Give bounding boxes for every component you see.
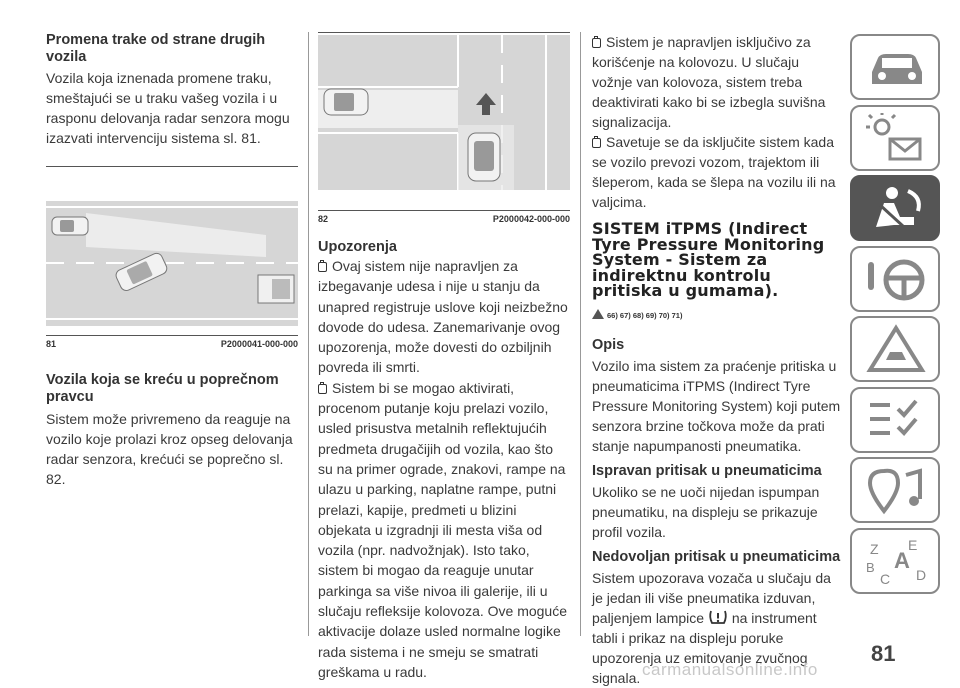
heading-correct-pressure: Ispravan pritisak u pneumaticima: [592, 462, 822, 479]
note-offroad: [592, 32, 842, 132]
figure-81-number: 81: [46, 339, 57, 349]
page-number: 81: [871, 641, 896, 666]
figure-81-caption: [46, 335, 298, 350]
warning-note-1: [318, 256, 570, 378]
lights-icon: [864, 113, 928, 165]
tyre-pressure-warning-icon: [708, 609, 728, 625]
figure-81: [46, 201, 298, 326]
tab-breakdown[interactable]: [850, 316, 940, 382]
tab-driving[interactable]: [850, 246, 940, 312]
steering-wheel-icon: [864, 254, 928, 306]
figure-81-code: P2000041-000-000: [220, 339, 298, 349]
note-icon: [318, 262, 327, 272]
svg-text:Z: Z: [870, 540, 879, 557]
column-2: [318, 0, 570, 682]
figure-82: [318, 35, 570, 190]
note-icon: [592, 38, 601, 48]
heading-description: Opis: [592, 336, 625, 353]
svg-text:B: B: [866, 559, 875, 575]
chapter-sidebar: [850, 34, 940, 598]
heading-warnings: Upozorenja: [318, 239, 397, 255]
tab-service[interactable]: [850, 387, 940, 453]
paragraph-correct-pressure: Ukoliko se ne uoči nijedan ispumpan pneumatiku, na displeju se prikazuje profil vozila.: [592, 483, 820, 540]
note-offroad-text: Sistem je napravljen isključivo za korišćenje na kolovozu. U slučaju vožnje van kolovoza, sistem treba deaktivirati kako bi se izbegla suvišna signalizacija.: [592, 34, 826, 130]
multimedia-icon: [864, 465, 928, 517]
svg-text:D: D: [916, 566, 927, 583]
figure-82-caption: [318, 210, 570, 225]
watermark: carmanualsonline.info: [642, 660, 818, 679]
svg-text:E: E: [908, 536, 918, 553]
paragraph-lane-change: Vozila koja iznenada promene traku, smeštajući se u traku vašeg vozila i u rasponu delovanja radar senzora mogu izazvati intervenciju sistema sl. 81.: [46, 70, 290, 146]
cross-traffic-illustration: [318, 35, 570, 190]
index-icon: [864, 536, 928, 588]
column-3: [592, 0, 842, 688]
column-1: [46, 0, 298, 489]
warning-note-2: [318, 378, 570, 682]
tab-safety[interactable]: [850, 175, 940, 241]
svg-text:A: A: [894, 547, 910, 573]
heading-low-pressure: Nedovoljan pritisak u pneumaticima: [592, 548, 841, 565]
note-transport-text: Savetuje se da isključite sistem kada se vozilo prevozi vozom, trajektom ili šleperom, kada se šlepa na vozilu ili na valjcima.: [592, 134, 836, 210]
tab-car[interactable]: [850, 34, 940, 100]
seat-safety-icon: [864, 183, 928, 235]
paragraph-cross-traffic: Sistem može privremeno da reaguje na vozilo koje prolazi kroz opseg delovanja radar senzora, krećući se poprečno sl. 82.: [46, 411, 293, 487]
service-icon: [864, 395, 928, 447]
note-transport: [592, 132, 842, 212]
tab-multimedia[interactable]: [850, 457, 940, 523]
car-icon: [864, 42, 928, 94]
heading-cross-traffic: Vozila koja se kreću u poprečnom pravcu: [46, 372, 279, 405]
paragraph-low-pressure-b: na instrument tabli i prikaz na displeju poruke upozorenja uz emitovanje zvučnog signala.: [592, 609, 817, 686]
svg-text:C: C: [880, 570, 891, 587]
figure-82-code: P2000042-000-000: [492, 214, 570, 224]
warning-refs-text: 66) 67) 68) 69) 70) 71): [607, 310, 683, 320]
warning-note-2-text: Sistem bi se mogao aktivirati, procenom putanje koju prelazi vozilo, usled prisustva metalnih reflektujućih predmeta drugačijih od vozila, kao što su na primer ograde, znakovi, rampe na ulazu u parking, naplatne rampe, putni prelazi, kapije, predmeti u blizini objekata u izgradnji ili mesta viša od vozila (npr. nadvožnjak). Isto tako, sistem bi mogao da reaguje unutar parkinga sa više nivoa ili galerije, ili u slučaju refleksije kolovoza. Ove moguće aktivacije dolaze usled normalne logike rada sistema i ne smeju se smatrati greškama u radu.: [318, 379, 568, 680]
figure-82-number: 82: [318, 214, 329, 224]
paragraph-low-pressure-a: Sistem upozorava vozača u slučaju da je jedan ili više pneumatika izduvan, paljenjem lampice: [592, 569, 831, 626]
tab-index[interactable]: [850, 528, 940, 594]
tab-lights[interactable]: [850, 105, 940, 171]
section-title-itpms: SISTEM iTPMS (Indirect Tyre Pressure Monitoring System - Sistem za indirektnu kontrolu pritiska u gumama).: [592, 219, 825, 300]
warning-note-1-text: Ovaj sistem nije napravljen za izbegavanje udesa i nije u stanju da unapred registruje uslove koji neizbežno dovode do udesa. Zanemarivanje ovog upozorenja, može dovesti do ozbiljnih povreda ili smrti.: [318, 258, 568, 376]
warning-triangle-icon: [592, 309, 604, 319]
lane-change-illustration: [46, 201, 298, 326]
heading-lane-change: Promena trake od strane drugih vozila: [46, 32, 266, 65]
paragraph-description: Vozilo ima sistem za praćenje pritiska u pneumaticima iTPMS (Indirect Tyre Pressure Monitoring System) koji putem senzora brzine točkova može da prati stanje napumpanosti pneumatika.: [592, 357, 841, 454]
breakdown-icon: [864, 324, 928, 376]
column-divider-1: [308, 32, 309, 636]
warning-references: [592, 305, 842, 323]
column-divider-2: [580, 32, 581, 636]
note-icon: [318, 384, 327, 394]
note-icon: [592, 138, 601, 148]
